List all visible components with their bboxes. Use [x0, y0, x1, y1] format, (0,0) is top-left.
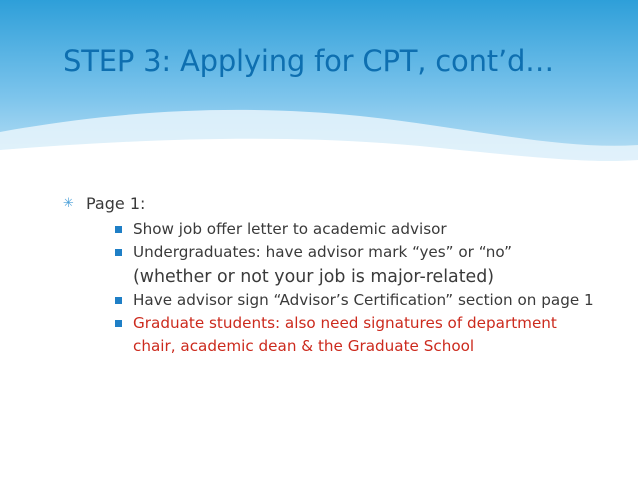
square-bullet-icon: [115, 297, 122, 304]
header-background: [0, 0, 638, 175]
list-item: [86, 241, 598, 289]
list-item-text: Show job offer letter to academic advisor: [133, 220, 447, 238]
list-item-note: (whether or not your job is major-related): [133, 267, 495, 287]
slide-title: STEP 3: Applying for CPT, cont’d…: [63, 44, 554, 78]
list-item-text: Have advisor sign “Advisor’s Certification” section on page 1: [133, 291, 594, 309]
sub-bullet-list: [86, 218, 598, 358]
bullet-label: Page 1:: [86, 194, 146, 213]
square-bullet-icon: [115, 226, 122, 233]
list-item-text: Graduate students: also need signatures of department chair, academic dean & the Graduate School: [133, 314, 557, 355]
square-bullet-icon: [115, 320, 122, 327]
list-item-highlighted: [86, 312, 598, 358]
list-item: [86, 289, 598, 312]
list-item: [86, 218, 598, 241]
square-bullet-icon: [115, 249, 122, 256]
list-item-text: Undergraduates: have advisor mark “yes” or “no”: [133, 243, 513, 261]
slide-body: [58, 192, 598, 358]
bullet-level-1: [58, 192, 598, 358]
asterisk-bullet-icon: ✳: [63, 196, 74, 211]
